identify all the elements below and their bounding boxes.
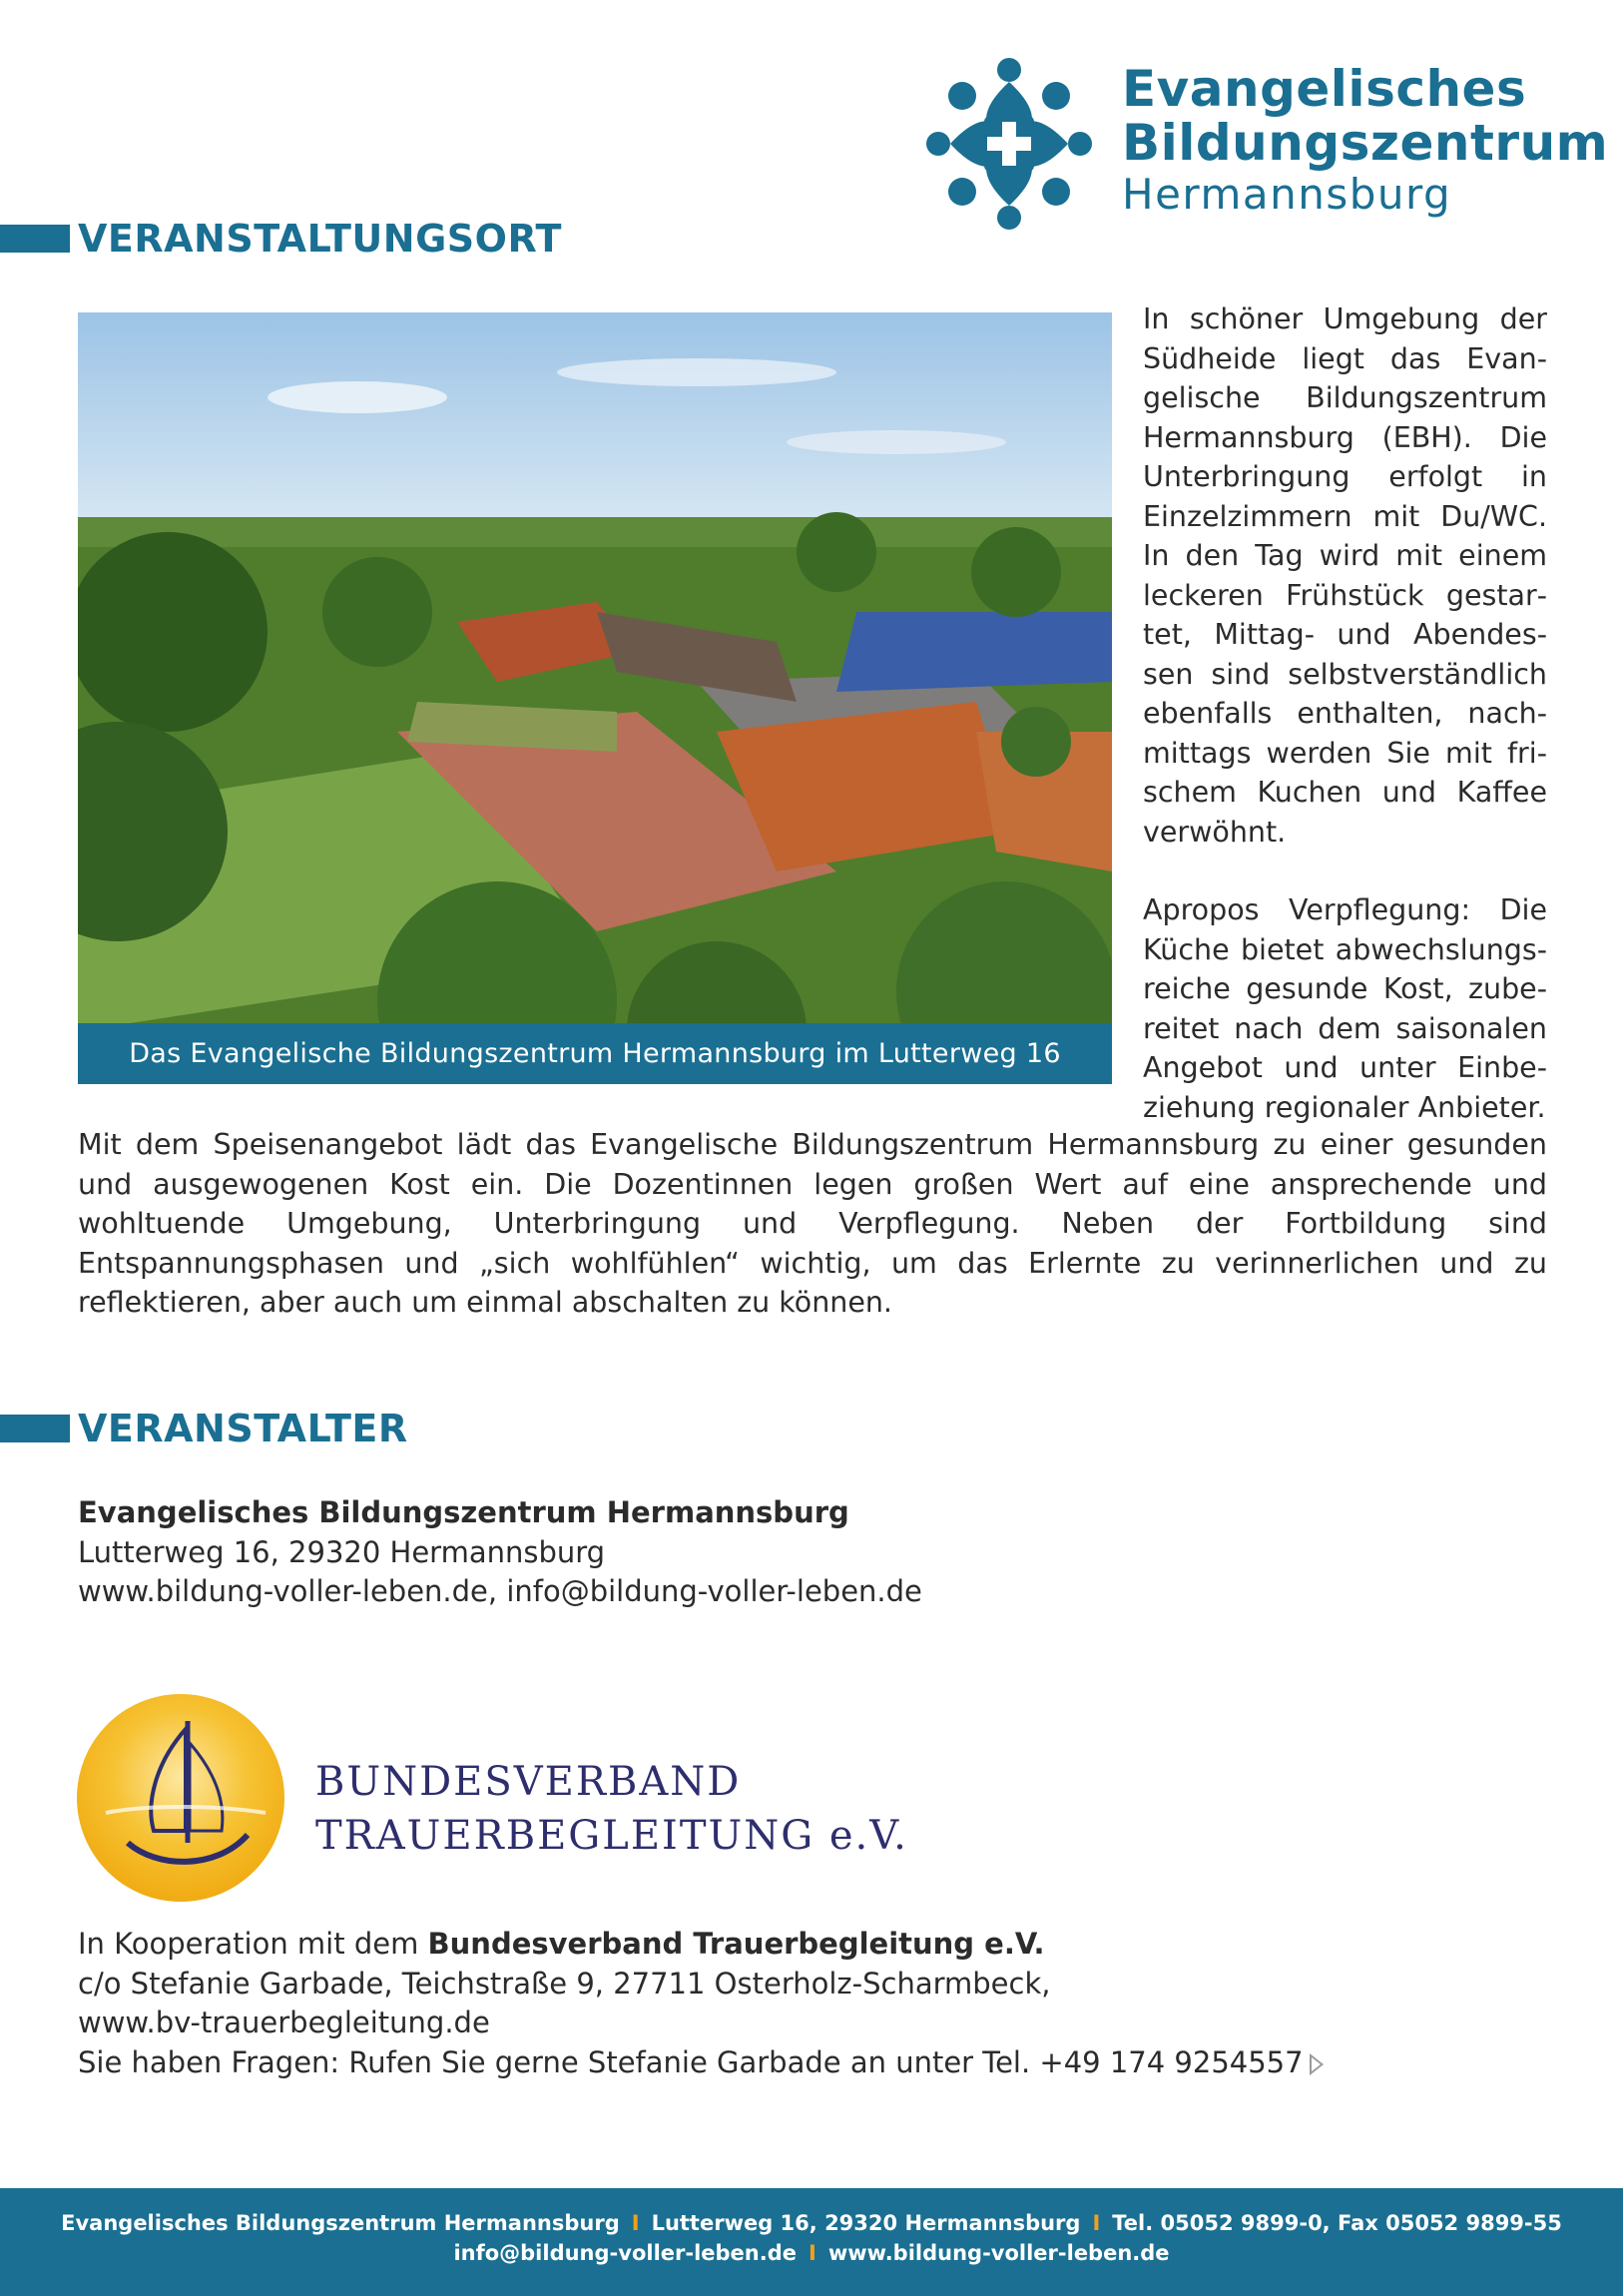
venue-side-text (1143, 299, 1547, 1127)
section-heading-venue (0, 219, 562, 259)
cooperation-contact: Sie haben Fragen: Rufen Sie gerne Stefanie Garbade an unter Tel. +49 174 9254557 (78, 2044, 1304, 2079)
heading-bar (0, 1415, 70, 1442)
footer-email[interactable]: info@bildung-voller-leben.de (453, 2241, 798, 2265)
venue-paragraph-1: In schöner Umgebung der Südheide liegt das Evangelische Bildungszentrum Hermannsburg (EBH). Die Unterbringung erfolgt in Einzelzimmern mit Du/WC. In den Tag wird mit einem leckeren Frühstück gestartet, Mittag- und Abendessen sind selbstverständlich ebenfalls enthalten, nachmittags werden Sie mit frischem Kuchen und Kaffee verwöhnt. (1143, 302, 1547, 849)
footer-org: Evangelisches Bildungszentrum Hermannsburg (61, 2211, 620, 2235)
cooperation-prefix: In Kooperation mit dem (78, 1927, 428, 1961)
organizer-block (78, 1493, 922, 1612)
venue-photo (78, 312, 1112, 1084)
sailboat-sun-icon (76, 1693, 285, 1903)
bvt-logo (76, 1693, 934, 1903)
cooperation-partner: Bundesverband Trauerbegleitung e.V. (427, 1927, 1045, 1961)
aerial-photo-illustration (78, 312, 1112, 1084)
organizer-name: Evangelisches Bildungszentrum Hermannsburg (78, 1495, 849, 1529)
organizer-address: Lutterweg 16, 29320 Hermannsburg (78, 1534, 606, 1569)
footer-row-1 (0, 2208, 1623, 2238)
venue-paragraph-3: Mit dem Speisenangebot lädt das Evangelische Bildungszentrum Hermannsburg zu einer gesunden und ausgewogenen Kost ein. Die Dozentinnen legen großen Wert auf eine ansprechende und wohltuende Umgebung, Unterbringung und Verpflegung. Neben der Fortbildung sind Entspannungsphasen und „sich wohlfühlen“ wichtig, um das Erlernte zu verinnerlichen und zu reflektieren, aber auch um einmal abschalten zu können. (78, 1128, 1547, 1319)
footer-address: Lutterweg 16, 29320 Hermannsburg (651, 2211, 1081, 2235)
heading-bar (0, 225, 70, 253)
footer-phone: Tel. 05052 9899-0, Fax 05052 9899-55 (1112, 2211, 1562, 2235)
bvt-wordmark (315, 1755, 908, 1863)
footer-bar (0, 2188, 1623, 2296)
cooperation-contact-line (78, 2043, 1324, 2083)
ebh-logo-wordmark (1122, 62, 1608, 220)
ebh-logo-mark-icon (924, 56, 1094, 232)
photo-caption: Das Evangelische Bildungszentrum Hermannsburg im Lutterweg 16 (78, 1023, 1112, 1084)
section-title-organizer: VERANSTALTER (78, 1407, 408, 1450)
cooperation-line (78, 1925, 1324, 1965)
footer-website[interactable]: www.bildung-voller-leben.de (827, 2241, 1170, 2265)
organizer-web-mail: www.bildung-voller-leben.de, info@bildung-voller-leben.de (78, 1574, 922, 1608)
footer-separator: I (809, 2241, 816, 2265)
logo-line-1: Evangelisches (1122, 60, 1527, 118)
ebh-logo (924, 56, 1609, 236)
arrow-right-icon (1310, 2053, 1324, 2075)
cooperation-website[interactable]: www.bv-trauerbegleitung.de (78, 2006, 490, 2039)
section-title-venue: VERANSTALTUNGSORT (78, 217, 562, 261)
bvt-line-2: TRAUERBEGLEITUNG e.V. (315, 1813, 908, 1859)
footer-separator: I (1092, 2211, 1101, 2235)
logo-line-3: Hermannsburg (1122, 170, 1452, 219)
cooperation-address: c/o Stefanie Garbade, Teichstraße 9, 27711 Osterholz-Scharmbeck, (78, 1966, 1051, 2001)
cooperation-block (78, 1925, 1324, 2082)
footer-row-2 (0, 2238, 1623, 2268)
logo-line-2: Bildungszentrum (1122, 114, 1609, 172)
venue-paragraph-2: Apropos Verpflegung: Die Küche bietet abwechslungsreiche gesunde Kost, zubereitet nach dem saisonalen Angebot und unter Einbeziehung regionaler Anbieter. (1143, 893, 1547, 1124)
footer-separator: I (631, 2211, 640, 2235)
section-heading-organizer (0, 1409, 408, 1448)
bvt-line-1: BUNDESVERBAND (315, 1759, 742, 1805)
